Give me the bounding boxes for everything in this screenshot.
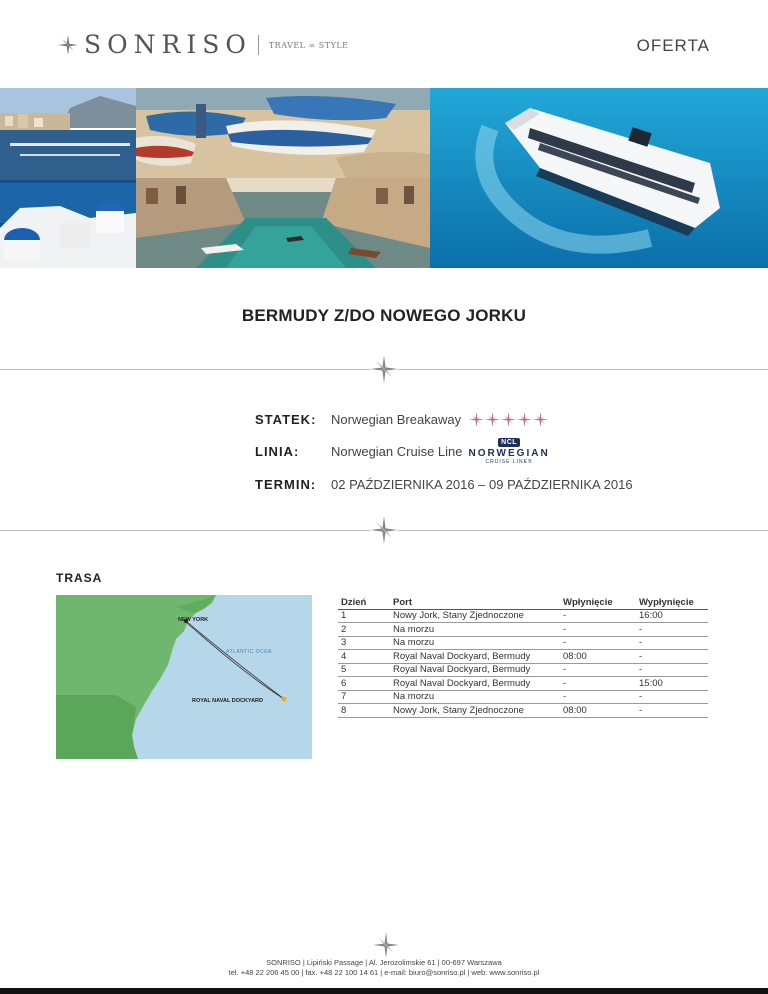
- footer-contact: tel. +48 22 206 45 00 | fax. +48 22 100 14 61 | e-mail: biuro@sonriso.pl | web: www.sonriso.pl: [228, 968, 540, 977]
- brand-name: SONRISO: [84, 30, 252, 59]
- cell-port: Nowy Jork, Stany Zjednoczone: [390, 609, 560, 623]
- divider-line: [398, 530, 768, 531]
- rating-star-icon: [485, 412, 500, 427]
- map-label-end: ROYAL NAVAL DOCKYARD: [192, 698, 264, 704]
- dockyard-marker: [282, 697, 287, 702]
- cell-departure: -: [636, 704, 708, 718]
- date-row: [255, 472, 735, 496]
- line-label: LINIA:: [255, 443, 300, 459]
- route-map: [56, 595, 312, 759]
- cell-port: Nowy Jork, Stany Zjednoczone: [390, 704, 560, 718]
- table-row: [338, 690, 708, 704]
- cell-departure: -: [636, 663, 708, 677]
- cell-port: Na morzu: [390, 690, 560, 704]
- ncl-logo-main: NORWEGIAN: [468, 447, 550, 459]
- cell-day: 4: [338, 650, 390, 664]
- column-header-departure: Wypłynięcie: [636, 596, 708, 609]
- bottom-bar: [0, 988, 768, 994]
- cell-day: 6: [338, 677, 390, 691]
- cell-day: 3: [338, 636, 390, 650]
- compass-star-icon: [373, 932, 399, 958]
- page-header: [0, 0, 768, 88]
- divider-line: [0, 369, 370, 370]
- cell-port: Royal Naval Dockyard, Bermudy: [390, 677, 560, 691]
- compass-star-icon: [370, 355, 398, 383]
- compass-star-icon: [370, 516, 398, 544]
- table-header-row: [338, 596, 708, 609]
- rating-star-icon: [501, 412, 516, 427]
- cell-departure: -: [636, 650, 708, 664]
- map-label-start: NEW YORK: [178, 617, 209, 623]
- table-row: [338, 663, 708, 677]
- ncl-logo-sub: CRUISE LINE®: [485, 458, 533, 465]
- cell-day: 1: [338, 609, 390, 623]
- cell-arrival: 08:00: [560, 650, 636, 664]
- route-heading: TRASA: [56, 571, 103, 585]
- divider-line: [0, 530, 370, 531]
- cell-port: Royal Naval Dockyard, Bermudy: [390, 650, 560, 664]
- section-divider: [0, 515, 768, 545]
- cell-port: Na morzu: [390, 623, 560, 637]
- cell-departure: -: [636, 690, 708, 704]
- cell-port: Royal Naval Dockyard, Bermudy: [390, 663, 560, 677]
- cell-day: 7: [338, 690, 390, 704]
- date-value: 02 PAŹDZIERNIKA 2016 – 09 PAŹDZIERNIKA 2016: [331, 476, 633, 492]
- cell-arrival: -: [560, 663, 636, 677]
- cell-departure: 16:00: [636, 609, 708, 623]
- table-row: [338, 677, 708, 691]
- cell-arrival: -: [560, 609, 636, 623]
- date-label: TERMIN:: [255, 476, 317, 492]
- cell-arrival: 08:00: [560, 704, 636, 718]
- column-header-day: Dzień: [338, 596, 390, 609]
- cell-arrival: -: [560, 623, 636, 637]
- cell-arrival: -: [560, 677, 636, 691]
- rating-star-icon: [533, 412, 548, 427]
- cell-day: 2: [338, 623, 390, 637]
- cell-departure: -: [636, 636, 708, 650]
- ncl-logo-box: NCL: [498, 438, 520, 447]
- cell-departure: 15:00: [636, 677, 708, 691]
- section-divider: [0, 354, 768, 384]
- ship-value: Norwegian Breakaway: [331, 411, 462, 427]
- brand-tagline: TRAVEL ∞ STYLE: [268, 40, 349, 50]
- offer-title: BERMUDY Z/DO NOWEGO JORKU: [241, 306, 527, 325]
- rating-star-icon: [517, 412, 532, 427]
- rating-star-icon: [469, 412, 484, 427]
- column-header-arrival: Wpłynięcie: [560, 596, 636, 609]
- photo-venice-canal: [136, 178, 430, 268]
- ncl-logo: [469, 438, 550, 465]
- cell-departure: -: [636, 623, 708, 637]
- cell-arrival: -: [560, 636, 636, 650]
- map-label-ocean: ATLANTIC OCEA: [226, 649, 272, 655]
- table-row: [338, 704, 708, 718]
- footer-address: SONRISO | Lipiński Passage | Al. Jerozolimskie 61 | 00-697 Warszawa: [266, 958, 502, 967]
- itinerary-table: [338, 596, 708, 718]
- photo-santorini-harbor: [0, 88, 136, 268]
- ship-rating: [469, 412, 549, 427]
- offer-label: OFERTA: [636, 36, 710, 55]
- divider-line: [398, 369, 768, 370]
- route-map-graphic: [56, 595, 312, 759]
- ship-row: [255, 407, 735, 431]
- column-header-port: Port: [390, 596, 560, 609]
- table-row: [338, 636, 708, 650]
- cell-arrival: -: [560, 690, 636, 704]
- cell-port: Na morzu: [390, 636, 560, 650]
- cell-day: 5: [338, 663, 390, 677]
- line-value: Norwegian Cruise Line: [331, 443, 463, 459]
- photo-cruise-ship: [430, 88, 768, 268]
- line-row: [255, 439, 735, 463]
- table-row: [338, 650, 708, 664]
- photo-fishing-boats: [136, 88, 430, 178]
- compass-star-icon: [58, 35, 78, 55]
- table-row: [338, 623, 708, 637]
- brand-logo: [58, 32, 349, 58]
- cell-day: 8: [338, 704, 390, 718]
- logo-separator: [258, 35, 259, 55]
- ship-label: STATEK:: [255, 411, 317, 427]
- table-row: [338, 609, 708, 623]
- photo-collage: [0, 88, 768, 268]
- page-footer: [0, 958, 768, 978]
